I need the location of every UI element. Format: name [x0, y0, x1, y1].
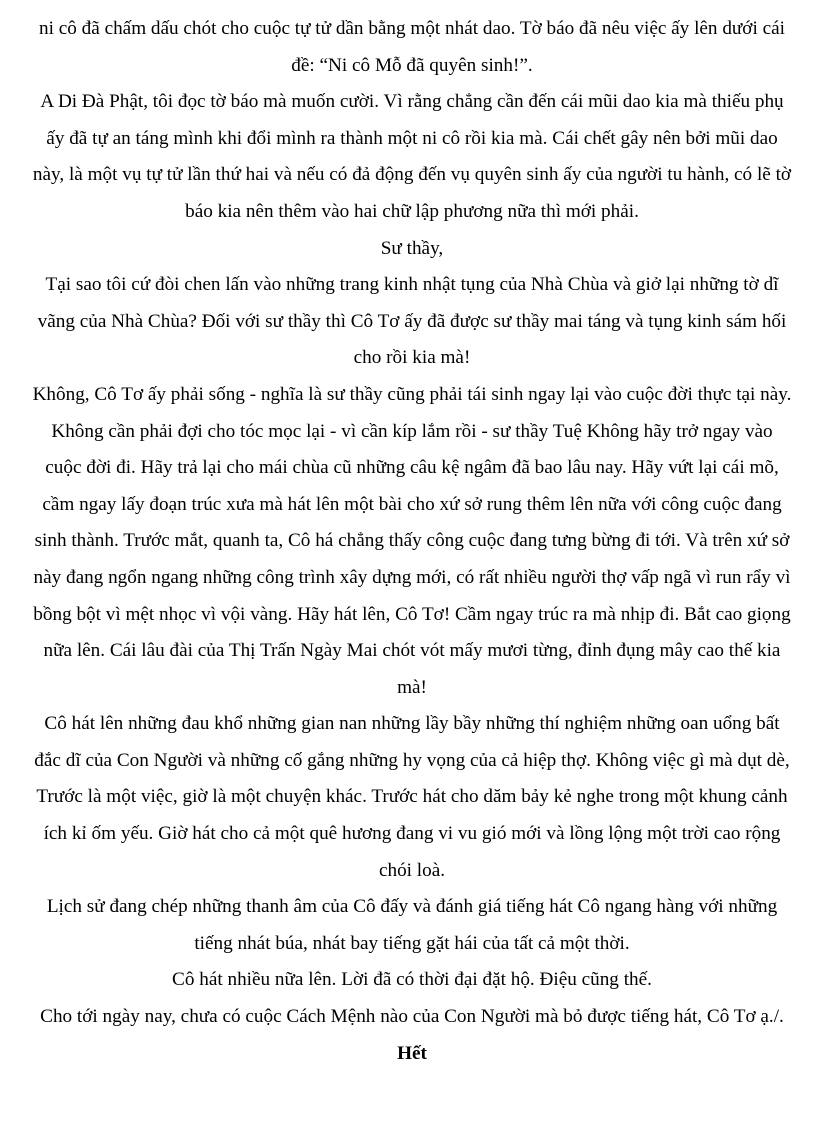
- document-page: [32, 11, 792, 1072]
- paragraph-cho-toi: Cho tới ngày nay, chưa có cuộc Cách Mệnh nào của Con Người mà bỏ được tiếng hát, Cô Tơ ạ./.: [40, 1006, 784, 1028]
- paragraph-tai-sao: Tại sao tôi cứ đòi chen lấn vào những trang kinh nhật tụng của Nhà Chùa và giở lại những tờ dĩ vãng của Nhà Chùa? Đối với sư thầy thì Cô Tơ ấy đã được sư thầy mai táng và tụng kinh sám hối cho rồi kia mà!: [37, 274, 787, 369]
- paragraph-a-di-da-phat: A Di Đà Phật, tôi đọc tờ báo mà muốn cười. Vì rằng chẳng cần đến cái mũi dao kia mà thiếu phụ ấy đã tự an táng mình khi đổi mình ra thành một ni cô rồi kia mà. Cái chết gây nên bởi mũi dao này, là một vụ tự tử lần thứ hai và nếu có đả động đến vụ quyên sinh ấy của người tu hành, có lẽ tờ báo kia nên thêm vào hai chữ lập phương nữa thì mới phải.: [32, 91, 792, 222]
- paragraph-co-hat-len: Cô hát lên những đau khổ những gian nan những lầy bầy những thí nghiệm những oan uổng bất đắc dĩ của Con Người và những cố gắng những hy vọng của cả hiệp thợ. Không việc gì mà dụt dè, Trước là một việc, giờ là một chuyện khác. Trước hát cho dăm bảy kẻ nghe trong một khung cảnh ích kỉ ốm yếu. Giờ hát cho cả một quê hương đang vi vu gió mới và lồng lộng một trời cao rộng chói loà.: [34, 713, 790, 881]
- paragraph-continuation: ni cô đã chấm dấu chót cho cuộc tự tử dần bằng một nhát dao. Tờ báo đã nêu việc ấy lên dưới cái đề: “Ni cô Mỗ đã quyên sinh!”.: [39, 18, 785, 76]
- paragraph-khong: Không, Cô Tơ ấy phải sống - nghĩa là sư thầy cũng phải tái sinh ngay lại vào cuộc đời thực tại này. Không cần phải đợi cho tóc mọc lại - vì cần kíp lắm rồi - sư thầy Tuệ Không hãy trở ngay vào cuộc đời đi. Hãy trả lại cho mái chùa cũ những câu kệ ngâm đã bao lâu nay. Hãy vứt lại cái mõ, cầm ngay lấy đoạn trúc xưa mà hát lên một bài cho xứ sở rung thêm lên nữa với công cuộc đang sinh thành. Trước mắt, quanh ta, Cô há chẳng thấy công cuộc đang tưng bừng đi tới. Và trên xứ sở này đang ngổn ngang những công trình xây dựng mới, có rất nhiều người thợ vấp ngã vì run rẩy vì bồng bột vì mệt nhọc vì vội vàng. Hãy hát lên, Cô Tơ! Cầm ngay trúc ra mà nhịp đi. Bắt cao giọng nữa lên. Cái lâu đài của Thị Trấn Ngày Mai chót vót mấy mươi từng, đỉnh đụng mây cao thế kia mà!: [32, 383, 792, 698]
- salutation: Sư thầy,: [380, 237, 444, 259]
- paragraph-lich-su: Lịch sử đang chép những thanh âm của Cô đấy và đánh giá tiếng hát Cô ngang hàng với những tiếng nhát búa, nhát bay tiếng gặt hái của tất cả một thời.: [46, 896, 778, 954]
- ending-label: Hết: [397, 1042, 427, 1064]
- paragraph-co-hat-nhieu: Cô hát nhiều nữa lên. Lời đã có thời đại đặt hộ. Điệu cũng thế.: [172, 969, 652, 991]
